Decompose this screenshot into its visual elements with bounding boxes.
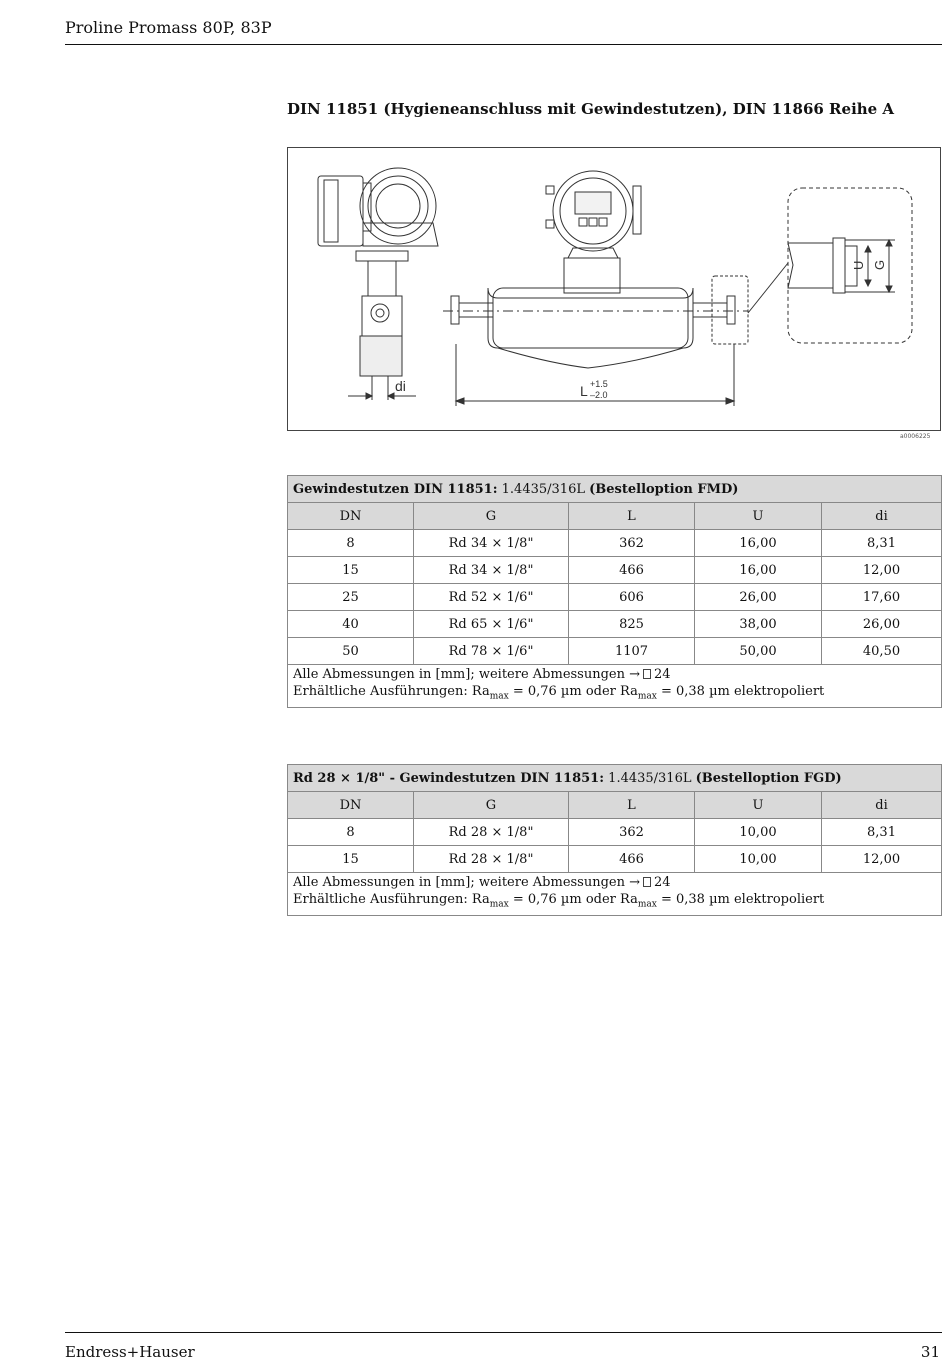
cell-dn: 40 bbox=[288, 611, 414, 638]
footnote-finish-c: = 0,38 µm elektropoliert bbox=[656, 892, 825, 908]
caption-order-option: (Bestelloption FGD) bbox=[695, 770, 842, 786]
cell-g: Rd 65 × 1/6" bbox=[414, 611, 569, 638]
cell-u: 50,00 bbox=[695, 638, 822, 665]
cell-l: 1107 bbox=[569, 638, 695, 665]
cell-l: 362 bbox=[569, 819, 695, 846]
caption-material: 1.4435/316L bbox=[608, 770, 692, 786]
table-caption bbox=[288, 476, 942, 503]
cell-g: Rd 78 × 1/6" bbox=[414, 638, 569, 665]
footnote-page-ref: 24 bbox=[654, 875, 671, 891]
footnote-sub: max bbox=[489, 899, 509, 910]
cell-g: Rd 34 × 1/8" bbox=[414, 557, 569, 584]
cell-u: 38,00 bbox=[695, 611, 822, 638]
column-header: L bbox=[569, 792, 695, 819]
table-row bbox=[288, 846, 942, 873]
caption-bold: Rd 28 × 1/8" - Gewindestutzen DIN 11851: bbox=[293, 770, 605, 786]
footnote-finish-b: = 0,76 µm oder Ra bbox=[508, 892, 638, 908]
footnote-sub: max bbox=[637, 899, 657, 910]
footnote-finish-a: Erhältliche Ausführungen: Ra bbox=[293, 892, 490, 908]
page-header-title: Proline Promass 80P, 83P bbox=[65, 18, 272, 37]
cell-dn: 8 bbox=[288, 819, 414, 846]
column-header: DN bbox=[288, 503, 414, 530]
label-L-minus: –2.0 bbox=[590, 390, 608, 400]
cell-g: Rd 28 × 1/8" bbox=[414, 846, 569, 873]
dimension-table-fmd bbox=[287, 475, 942, 708]
header-rule bbox=[65, 44, 942, 45]
cell-di: 8,31 bbox=[822, 530, 942, 557]
caption-material: 1.4435/316L bbox=[501, 481, 585, 497]
figure-id: a0006225 bbox=[900, 433, 931, 440]
footnote-sub: max bbox=[637, 691, 657, 702]
cell-l: 606 bbox=[569, 584, 695, 611]
table-row bbox=[288, 530, 942, 557]
cell-di: 12,00 bbox=[822, 557, 942, 584]
footnote-finish-a: Erhältliche Ausführungen: Ra bbox=[293, 684, 490, 700]
detail-view bbox=[748, 188, 912, 343]
footer-rule bbox=[65, 1332, 942, 1333]
cell-dn: 50 bbox=[288, 638, 414, 665]
cell-g: Rd 28 × 1/8" bbox=[414, 819, 569, 846]
column-header: di bbox=[822, 503, 942, 530]
cell-u: 16,00 bbox=[695, 530, 822, 557]
label-L: L bbox=[580, 383, 588, 399]
label-di: di bbox=[395, 378, 406, 394]
table-row bbox=[288, 638, 942, 665]
footnote-sub: max bbox=[489, 691, 509, 702]
label-G: G bbox=[872, 259, 887, 270]
dimension-table-fgd bbox=[287, 764, 942, 916]
table-footnote bbox=[288, 873, 942, 916]
caption-order-option: (Bestelloption FMD) bbox=[589, 481, 739, 497]
side-view bbox=[318, 168, 438, 400]
cell-di: 17,60 bbox=[822, 584, 942, 611]
footnote-finish-c: = 0,38 µm elektropoliert bbox=[656, 684, 825, 700]
cell-u: 10,00 bbox=[695, 819, 822, 846]
column-header: G bbox=[414, 503, 569, 530]
column-header: DN bbox=[288, 792, 414, 819]
cell-di: 12,00 bbox=[822, 846, 942, 873]
cell-di: 26,00 bbox=[822, 611, 942, 638]
cell-dn: 15 bbox=[288, 846, 414, 873]
column-header: di bbox=[822, 792, 942, 819]
cell-g: Rd 34 × 1/8" bbox=[414, 530, 569, 557]
footer-company: Endress+Hauser bbox=[65, 1343, 195, 1361]
table-row bbox=[288, 584, 942, 611]
column-header: G bbox=[414, 792, 569, 819]
column-header: L bbox=[569, 503, 695, 530]
cell-dn: 15 bbox=[288, 557, 414, 584]
cell-l: 466 bbox=[569, 557, 695, 584]
caption-bold: Gewindestutzen DIN 11851: bbox=[293, 481, 498, 497]
cell-dn: 8 bbox=[288, 530, 414, 557]
page-reference-icon bbox=[643, 877, 651, 887]
column-header: U bbox=[695, 503, 822, 530]
table-caption bbox=[288, 765, 942, 792]
cell-g: Rd 52 × 1/6" bbox=[414, 584, 569, 611]
cell-l: 825 bbox=[569, 611, 695, 638]
cell-di: 40,50 bbox=[822, 638, 942, 665]
table-row bbox=[288, 557, 942, 584]
cell-u: 10,00 bbox=[695, 846, 822, 873]
footer-page-number: 31 bbox=[920, 1343, 940, 1361]
footnote-finish-b: = 0,76 µm oder Ra bbox=[508, 684, 638, 700]
cell-l: 362 bbox=[569, 530, 695, 557]
table-row bbox=[288, 611, 942, 638]
footnote-dimensions: Alle Abmessungen in [mm]; weitere Abmessungen → bbox=[293, 875, 641, 891]
footnote-dimensions: Alle Abmessungen in [mm]; weitere Abmessungen → bbox=[293, 667, 641, 683]
footnote-page-ref: 24 bbox=[654, 667, 671, 683]
section-title: DIN 11851 (Hygieneanschluss mit Gewindestutzen), DIN 11866 Reihe A bbox=[287, 100, 895, 118]
dimension-drawing bbox=[287, 147, 941, 431]
table-footnote bbox=[288, 665, 942, 708]
column-header: U bbox=[695, 792, 822, 819]
table-row bbox=[288, 819, 942, 846]
cell-u: 26,00 bbox=[695, 584, 822, 611]
page-reference-icon bbox=[643, 669, 651, 679]
cell-u: 16,00 bbox=[695, 557, 822, 584]
cell-dn: 25 bbox=[288, 584, 414, 611]
label-U: U bbox=[851, 260, 866, 270]
cell-di: 8,31 bbox=[822, 819, 942, 846]
front-view bbox=[443, 171, 748, 406]
cell-l: 466 bbox=[569, 846, 695, 873]
label-L-plus: +1.5 bbox=[590, 379, 608, 389]
